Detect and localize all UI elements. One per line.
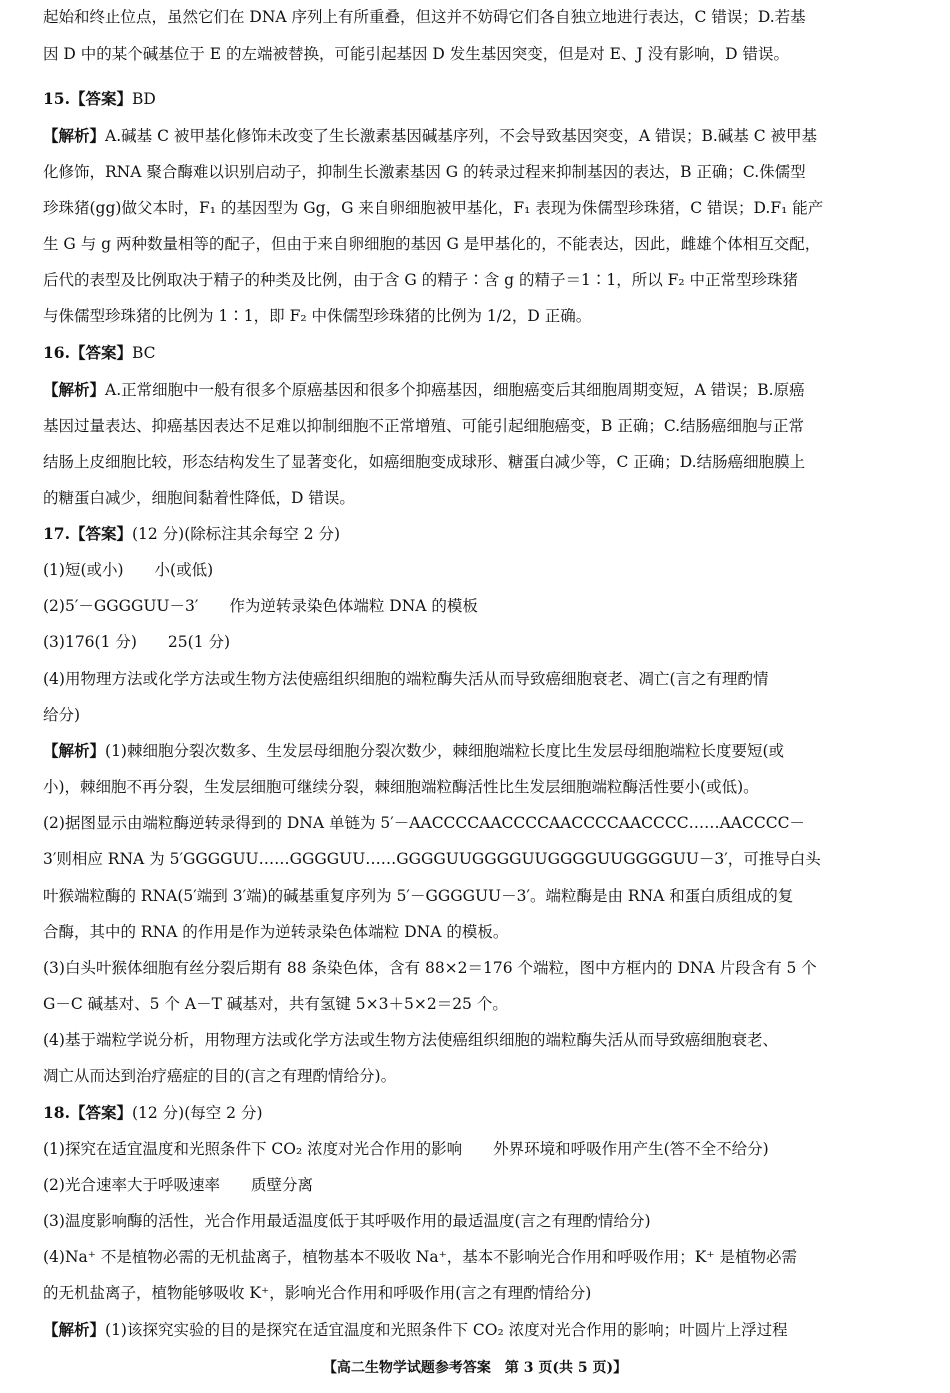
text-line: 叶猴端粒酶的 RNA(5′端到 3′端)的碱基重复序列为 5′－GGGGUU－3′。端粒酶是由 RNA 和蛋白质组成的复 bbox=[43, 887, 794, 905]
section-marker: 【解析】 bbox=[43, 741, 106, 760]
text-line: 凋亡从而达到治疗癌症的目的(言之有理酌情给分)。 bbox=[43, 1067, 397, 1085]
text-line: 起始和终止位点，虽然它们在 DNA 序列上有所重叠，但这并不妨碍它们各自独立地进行表达，C 错误；D.若基 bbox=[43, 8, 806, 26]
text-line: 因 D 中的某个碱基位于 E 的左端被替换，可能引起基因 D 发生基因突变，但是对 E、J 没有影响，D 错误。 bbox=[43, 45, 789, 63]
text-line: 化修饰，RNA 聚合酶难以识别启动子，抑制生长激素基因 G 的转录过程来抑制基因的表达，B 正确；C.侏儒型 bbox=[43, 163, 806, 181]
text-line: 【解析】(1)棘细胞分裂次数多、生发层母细胞分裂次数少，棘细胞端粒长度比生发层母细胞端粒长度要短(或 bbox=[43, 741, 785, 760]
text-line: 小)，棘细胞不再分裂，生发层细胞可继续分裂，棘细胞端粒酶活性比生发层细胞端粒酶活性要小(或低)。 bbox=[43, 778, 759, 796]
text-line: 与侏儒型珍珠猪的比例为 1∶1，即 F₂ 中侏儒型珍珠猪的比例为 1/2，D 正确。 bbox=[43, 307, 592, 325]
section-marker: 【解析】 bbox=[43, 126, 106, 145]
text-line: 合酶，其中的 RNA 的作用是作为逆转录染色体端粒 DNA 的模板。 bbox=[43, 923, 509, 941]
text-line: 3′则相应 RNA 为 5′GGGGUU……GGGGUU……GGGGUUGGGGUUGGGGUUGGGGUU－3′，可推导白头 bbox=[43, 850, 821, 868]
text-line: 珍珠猪(gg)做父本时，F₁ 的基因型为 Gg，G 来自卵细胞被甲基化，F₁ 表现为侏儒型珍珠猪，C 错误；D.F₁ 能产 bbox=[43, 199, 824, 217]
text-line: (2)光合速率大于呼吸速率 质壁分离 bbox=[43, 1176, 313, 1194]
text-line: 【解析】A.碱基 C 被甲基化修饰未改变了生长激素基因碱基序列，不会导致基因突变，A 错误；B.碱基 C 被甲基 bbox=[43, 126, 818, 145]
answer-heading-18: 18.【答案】(12 分)(每空 2 分) bbox=[43, 1103, 263, 1122]
section-marker: 15.【答案】 bbox=[43, 89, 132, 108]
text-line: 的糖蛋白减少，细胞间黏着性降低，D 错误。 bbox=[43, 489, 355, 507]
answer-heading-15: 15.【答案】BD bbox=[43, 89, 156, 108]
text-line: 的无机盐离子，植物能够吸收 K⁺，影响光合作用和呼吸作用(言之有理酌情给分) bbox=[43, 1284, 592, 1302]
section-marker: 16.【答案】 bbox=[43, 343, 132, 362]
text-line: (3)176(1 分) 25(1 分) bbox=[43, 633, 231, 651]
text-line: 【解析】A.正常细胞中一般有很多个原癌基因和很多个抑癌基因，细胞癌变后其细胞周期变短，A 错误；B.原癌 bbox=[43, 380, 805, 399]
text-line: (1)短(或小) 小(或低) bbox=[43, 561, 214, 579]
text-line: (2)5′－GGGGUU－3′ 作为逆转录染色体端粒 DNA 的模板 bbox=[43, 597, 478, 615]
text-line: (3)温度影响酶的活性，光合作用最适温度低于其呼吸作用的最适温度(言之有理酌情给分) bbox=[43, 1212, 651, 1230]
section-marker: 18.【答案】 bbox=[43, 1103, 132, 1122]
text-line: 基因过量表达、抑癌基因表达不足难以抑制细胞不正常增殖、可能引起细胞癌变，B 正确；C.结肠癌细胞与正常 bbox=[43, 417, 805, 435]
text-line: (4)Na⁺ 不是植物必需的无机盐离子，植物基本不吸收 Na⁺，基本不影响光合作用和呼吸作用；K⁺ 是植物必需 bbox=[43, 1248, 797, 1266]
answer-heading-17: 17.【答案】(12 分)(除标注其余每空 2 分) bbox=[43, 524, 341, 543]
text-line: 给分) bbox=[43, 706, 81, 724]
text-line: G－C 碱基对、5 个 A－T 碱基对，共有氢键 5×3＋5×2＝25 个。 bbox=[43, 995, 508, 1013]
section-marker: 17.【答案】 bbox=[43, 524, 132, 543]
text-line: (4)基于端粒学说分析，用物理方法或化学方法或生物方法使癌组织细胞的端粒酶失活从而导致癌细胞衰老、 bbox=[43, 1031, 778, 1049]
text-line: (4)用物理方法或化学方法或生物方法使癌组织细胞的端粒酶失活从而导致癌细胞衰老、凋亡(言之有理酌情 bbox=[43, 670, 769, 688]
text-line: 生 G 与 g 两种数量相等的配子，但由于来自卵细胞的基因 G 是甲基化的，不能表达，因此，雌雄个体相互交配， bbox=[43, 235, 821, 253]
text-line: 结肠上皮细胞比较，形态结构发生了显著变化，如癌细胞变成球形、糖蛋白减少等，C 正确；D.结肠癌细胞膜上 bbox=[43, 453, 806, 471]
section-marker: 【解析】 bbox=[43, 380, 106, 399]
answer-heading-16: 16.【答案】BC bbox=[43, 343, 156, 362]
text-line: (2)据图显示由端粒酶逆转录得到的 DNA 单链为 5′－AACCCCAACCCCAACCCCAACCCC……AACCCC－ bbox=[43, 814, 805, 832]
page-footer: 【高二生物学试题参考答案 第 3 页(共 5 页)】 bbox=[322, 1360, 628, 1376]
text-line: 后代的表型及比例取决于精子的种类及比例，由于含 G 的精子∶含 g 的精子＝1∶1，所以 F₂ 中正常型珍珠猪 bbox=[43, 271, 799, 289]
text-line: 【解析】(1)该探究实验的目的是探究在适宜温度和光照条件下 CO₂ 浓度对光合作用的影响；叶圆片上浮过程 bbox=[43, 1320, 788, 1339]
text-line: (3)白头叶猴体细胞有丝分裂后期有 88 条染色体，含有 88×2＝176 个端粒，图中方框内的 DNA 片段含有 5 个 bbox=[43, 959, 817, 977]
section-marker: 【解析】 bbox=[43, 1320, 106, 1339]
text-line: (1)探究在适宜温度和光照条件下 CO₂ 浓度对光合作用的影响 外界环境和呼吸作用产生(答不全不给分) bbox=[43, 1140, 769, 1158]
